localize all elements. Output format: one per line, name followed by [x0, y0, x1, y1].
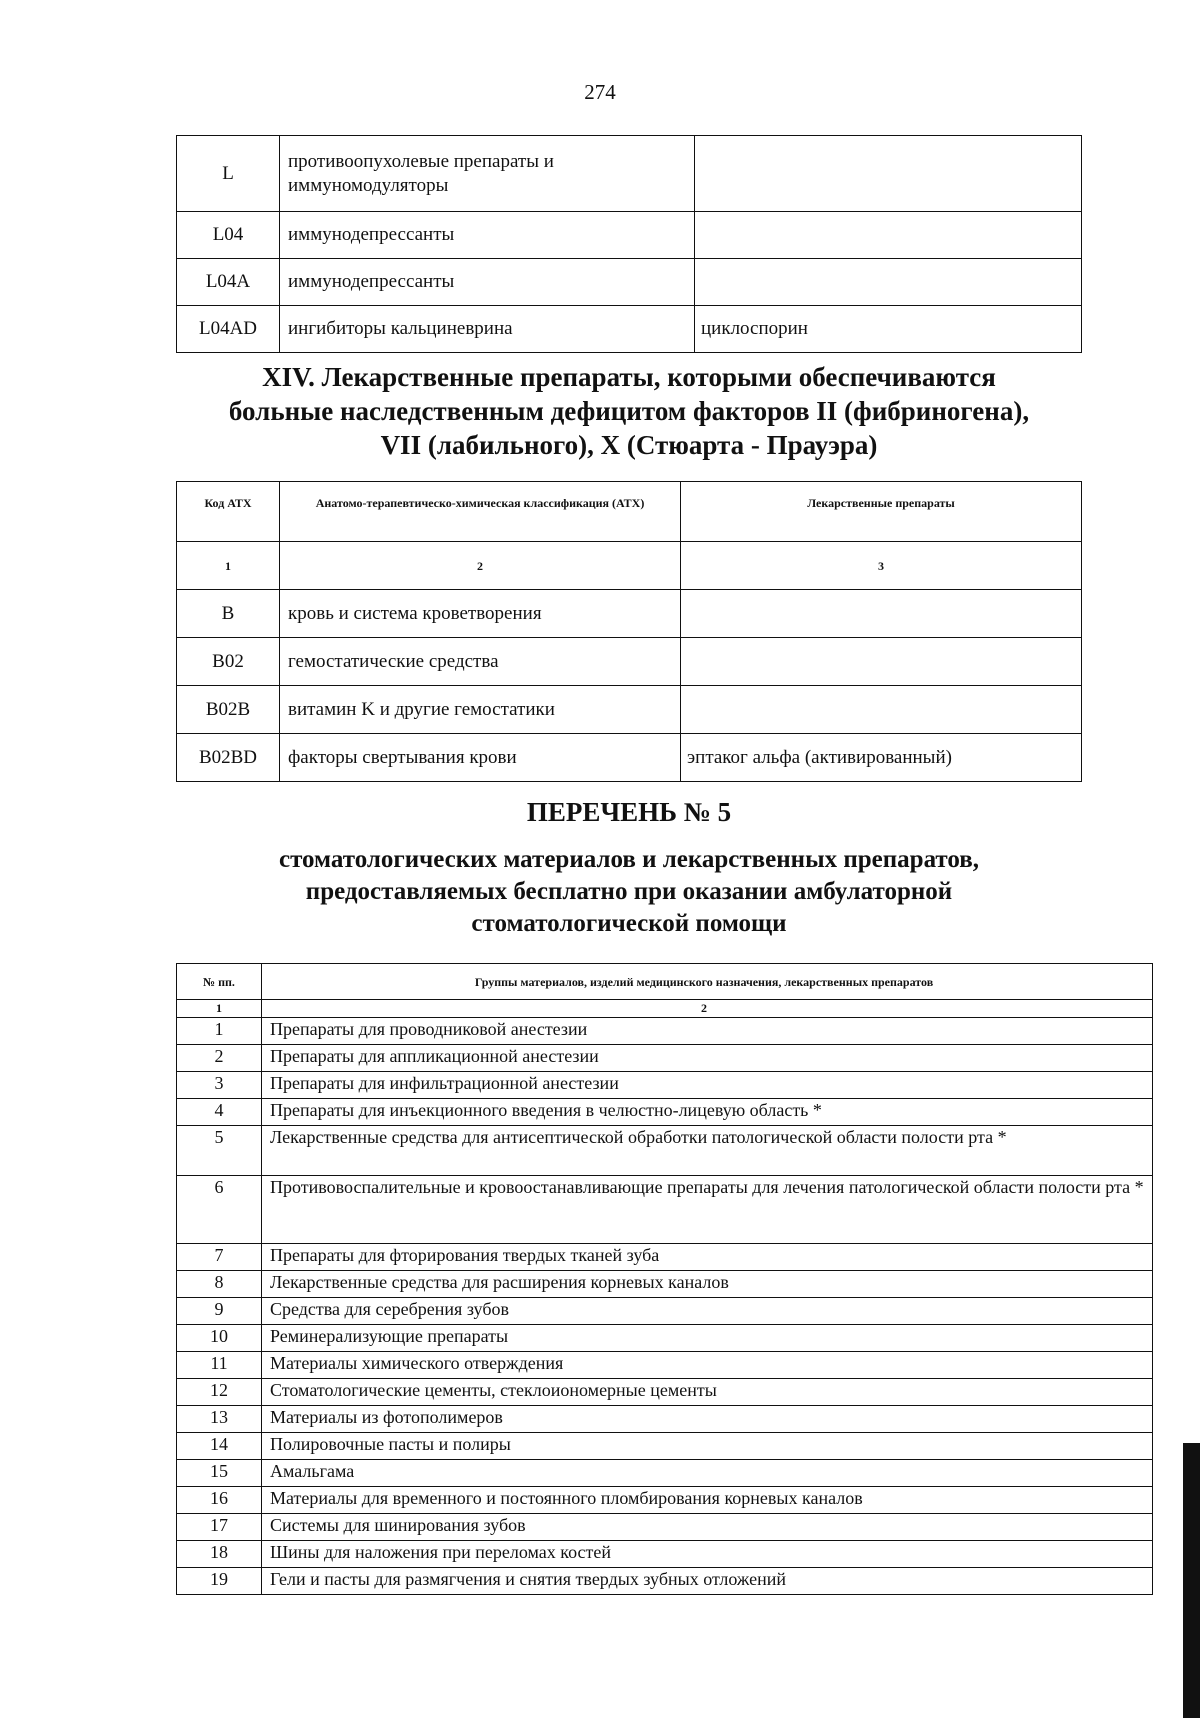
row-number-cell: 18 [177, 1541, 262, 1568]
group-cell: Полировочные пасты и полиры [262, 1433, 1153, 1460]
table-row [177, 686, 1082, 734]
list-title: ПЕРЕЧЕНЬ № 5 [526, 797, 732, 827]
row-number-cell: 1 [177, 1018, 262, 1045]
header-cell: Анатомо-терапевтическо-химическая классификация (АТХ) [280, 482, 681, 542]
atc-code-cell: B02B [177, 686, 280, 734]
table-row [177, 1352, 1153, 1379]
row-number-cell: 13 [177, 1406, 262, 1433]
column-numbering-row [177, 1000, 1153, 1018]
table-row [177, 734, 1082, 782]
group-cell: Системы для шинирования зубов [262, 1514, 1153, 1541]
group-cell: Материалы из фотополимеров [262, 1406, 1153, 1433]
table-row [177, 306, 1082, 353]
atc-code-cell: L04A [177, 259, 280, 306]
group-cell: Материалы для временного и постоянного пломбирования корневых каналов [262, 1487, 1153, 1514]
table-row [177, 212, 1082, 259]
drug-cell [695, 259, 1082, 306]
group-cell: Шины для наложения при переломах костей [262, 1541, 1153, 1568]
group-cell: Гели и пасты для размягчения и снятия твердых зубных отложений [262, 1568, 1153, 1595]
column-number-cell: 3 [681, 542, 1082, 590]
table-row [177, 1487, 1153, 1514]
group-cell: Препараты для проводниковой анестезии [262, 1018, 1153, 1045]
row-number-cell: 11 [177, 1352, 262, 1379]
section-heading-line: больные наследственным дефицитом факторов II (фибриногена), [228, 396, 1030, 426]
table-row [177, 1406, 1153, 1433]
atc-code-cell: L04AD [177, 306, 280, 353]
group-cell: Противовоспалительные и кровоостанавливающие препараты для лечения патологической области полости рта * [262, 1176, 1153, 1244]
atc-classification-cell: витамин K и другие гемостатики [280, 686, 681, 734]
section-heading-line: XIV. Лекарственные препараты, которыми обеспечиваются [262, 362, 996, 392]
atc-code-cell: B02 [177, 638, 280, 686]
atc-classification-cell: противоопухолевые препараты и иммуномодуляторы [280, 136, 695, 212]
row-number-cell: 7 [177, 1244, 262, 1271]
group-cell: Амальгама [262, 1460, 1153, 1487]
atc-classification-cell: ингибиторы кальциневрина [280, 306, 695, 353]
drug-cell: циклоспорин [695, 306, 1082, 353]
list-subtitle-line: предоставляемых бесплатно при оказании амбулаторной [305, 878, 953, 905]
table-row [177, 1460, 1153, 1487]
table-row [177, 1568, 1153, 1595]
table-row [177, 1244, 1153, 1271]
header-cell: Код АТХ [177, 482, 280, 542]
table-row [177, 590, 1082, 638]
row-number-cell: 19 [177, 1568, 262, 1595]
atc-classification-cell: иммунодепрессанты [280, 212, 695, 259]
section-xiv-heading [176, 360, 1082, 462]
table-row [177, 1514, 1153, 1541]
table-row [177, 1072, 1153, 1099]
row-number-cell: 4 [177, 1099, 262, 1126]
row-number-cell: 14 [177, 1433, 262, 1460]
row-number-cell: 5 [177, 1126, 262, 1176]
drug-cell [681, 638, 1082, 686]
atc-code-cell: L04 [177, 212, 280, 259]
dental-materials-table [176, 963, 1153, 1595]
group-cell: Материалы химического отверждения [262, 1352, 1153, 1379]
group-cell: Лекарственные средства для расширения корневых каналов [262, 1271, 1153, 1298]
atc-table-section-xiv [176, 481, 1082, 782]
table-row [177, 1045, 1153, 1072]
row-number-cell: 12 [177, 1379, 262, 1406]
section-heading-line: VII (лабильного), X (Стюарта - Прауэра) [380, 430, 878, 460]
row-number-cell: 16 [177, 1487, 262, 1514]
page-number: 274 [584, 80, 616, 104]
row-number-cell: 9 [177, 1298, 262, 1325]
atc-code-cell: B [177, 590, 280, 638]
atc-classification-cell: кровь и система кроветворения [280, 590, 681, 638]
header-cell: Группы материалов, изделий медицинского назначения, лекарственных препаратов [262, 964, 1153, 1000]
table-row [177, 1018, 1153, 1045]
table-row [177, 638, 1082, 686]
table-row [177, 1325, 1153, 1352]
row-number-cell: 10 [177, 1325, 262, 1352]
group-cell: Препараты для инфильтрационной анестезии [262, 1072, 1153, 1099]
row-number-cell: 15 [177, 1460, 262, 1487]
group-cell: Препараты для фторирования твердых тканей зуба [262, 1244, 1153, 1271]
column-numbering-row [177, 542, 1082, 590]
atc-classification-cell: гемостатические средства [280, 638, 681, 686]
table-row [177, 259, 1082, 306]
table-row [177, 1433, 1153, 1460]
atc-code-cell: B02BD [177, 734, 280, 782]
table-header-row [177, 482, 1082, 542]
table-row [177, 1298, 1153, 1325]
table-row [177, 136, 1082, 212]
row-number-cell: 17 [177, 1514, 262, 1541]
group-cell: Лекарственные средства для антисептической обработки патологической области полости рта * [262, 1126, 1153, 1176]
atc-table-continuation [176, 135, 1082, 353]
list-subtitle-line: стоматологических материалов и лекарственных препаратов, [278, 846, 979, 873]
atc-classification-cell: иммунодепрессанты [280, 259, 695, 306]
table-row [177, 1379, 1153, 1406]
drug-cell [681, 686, 1082, 734]
table-row [177, 1099, 1153, 1126]
column-number-cell: 2 [280, 542, 681, 590]
group-cell: Препараты для аппликационной анестезии [262, 1045, 1153, 1072]
drug-cell: эптаког альфа (активированный) [681, 734, 1082, 782]
table-row [177, 1176, 1153, 1244]
table-row [177, 1271, 1153, 1298]
table-row [177, 1541, 1153, 1568]
list-subtitle [176, 844, 1082, 940]
row-number-cell: 3 [177, 1072, 262, 1099]
row-number-cell: 8 [177, 1271, 262, 1298]
atc-code-cell: L [177, 136, 280, 212]
table-header-row [177, 964, 1153, 1000]
column-number-cell: 2 [262, 1000, 1153, 1018]
group-cell: Препараты для инъекционного введения в челюстно-лицевую область * [262, 1099, 1153, 1126]
list-subtitle-line: стоматологической помощи [471, 910, 787, 937]
drug-cell [695, 212, 1082, 259]
row-number-cell: 2 [177, 1045, 262, 1072]
atc-classification-cell: факторы свертывания крови [280, 734, 681, 782]
header-cell: № пп. [177, 964, 262, 1000]
row-number-cell: 6 [177, 1176, 262, 1244]
drug-cell [681, 590, 1082, 638]
column-number-cell: 1 [177, 1000, 262, 1018]
drug-cell [695, 136, 1082, 212]
header-cell: Лекарственные препараты [681, 482, 1082, 542]
column-number-cell: 1 [177, 542, 280, 590]
group-cell: Реминерализующие препараты [262, 1325, 1153, 1352]
scan-edge-artifact [1183, 1443, 1200, 1718]
table-row [177, 1126, 1153, 1176]
group-cell: Стоматологические цементы, стеклоиономерные цементы [262, 1379, 1153, 1406]
group-cell: Средства для серебрения зубов [262, 1298, 1153, 1325]
